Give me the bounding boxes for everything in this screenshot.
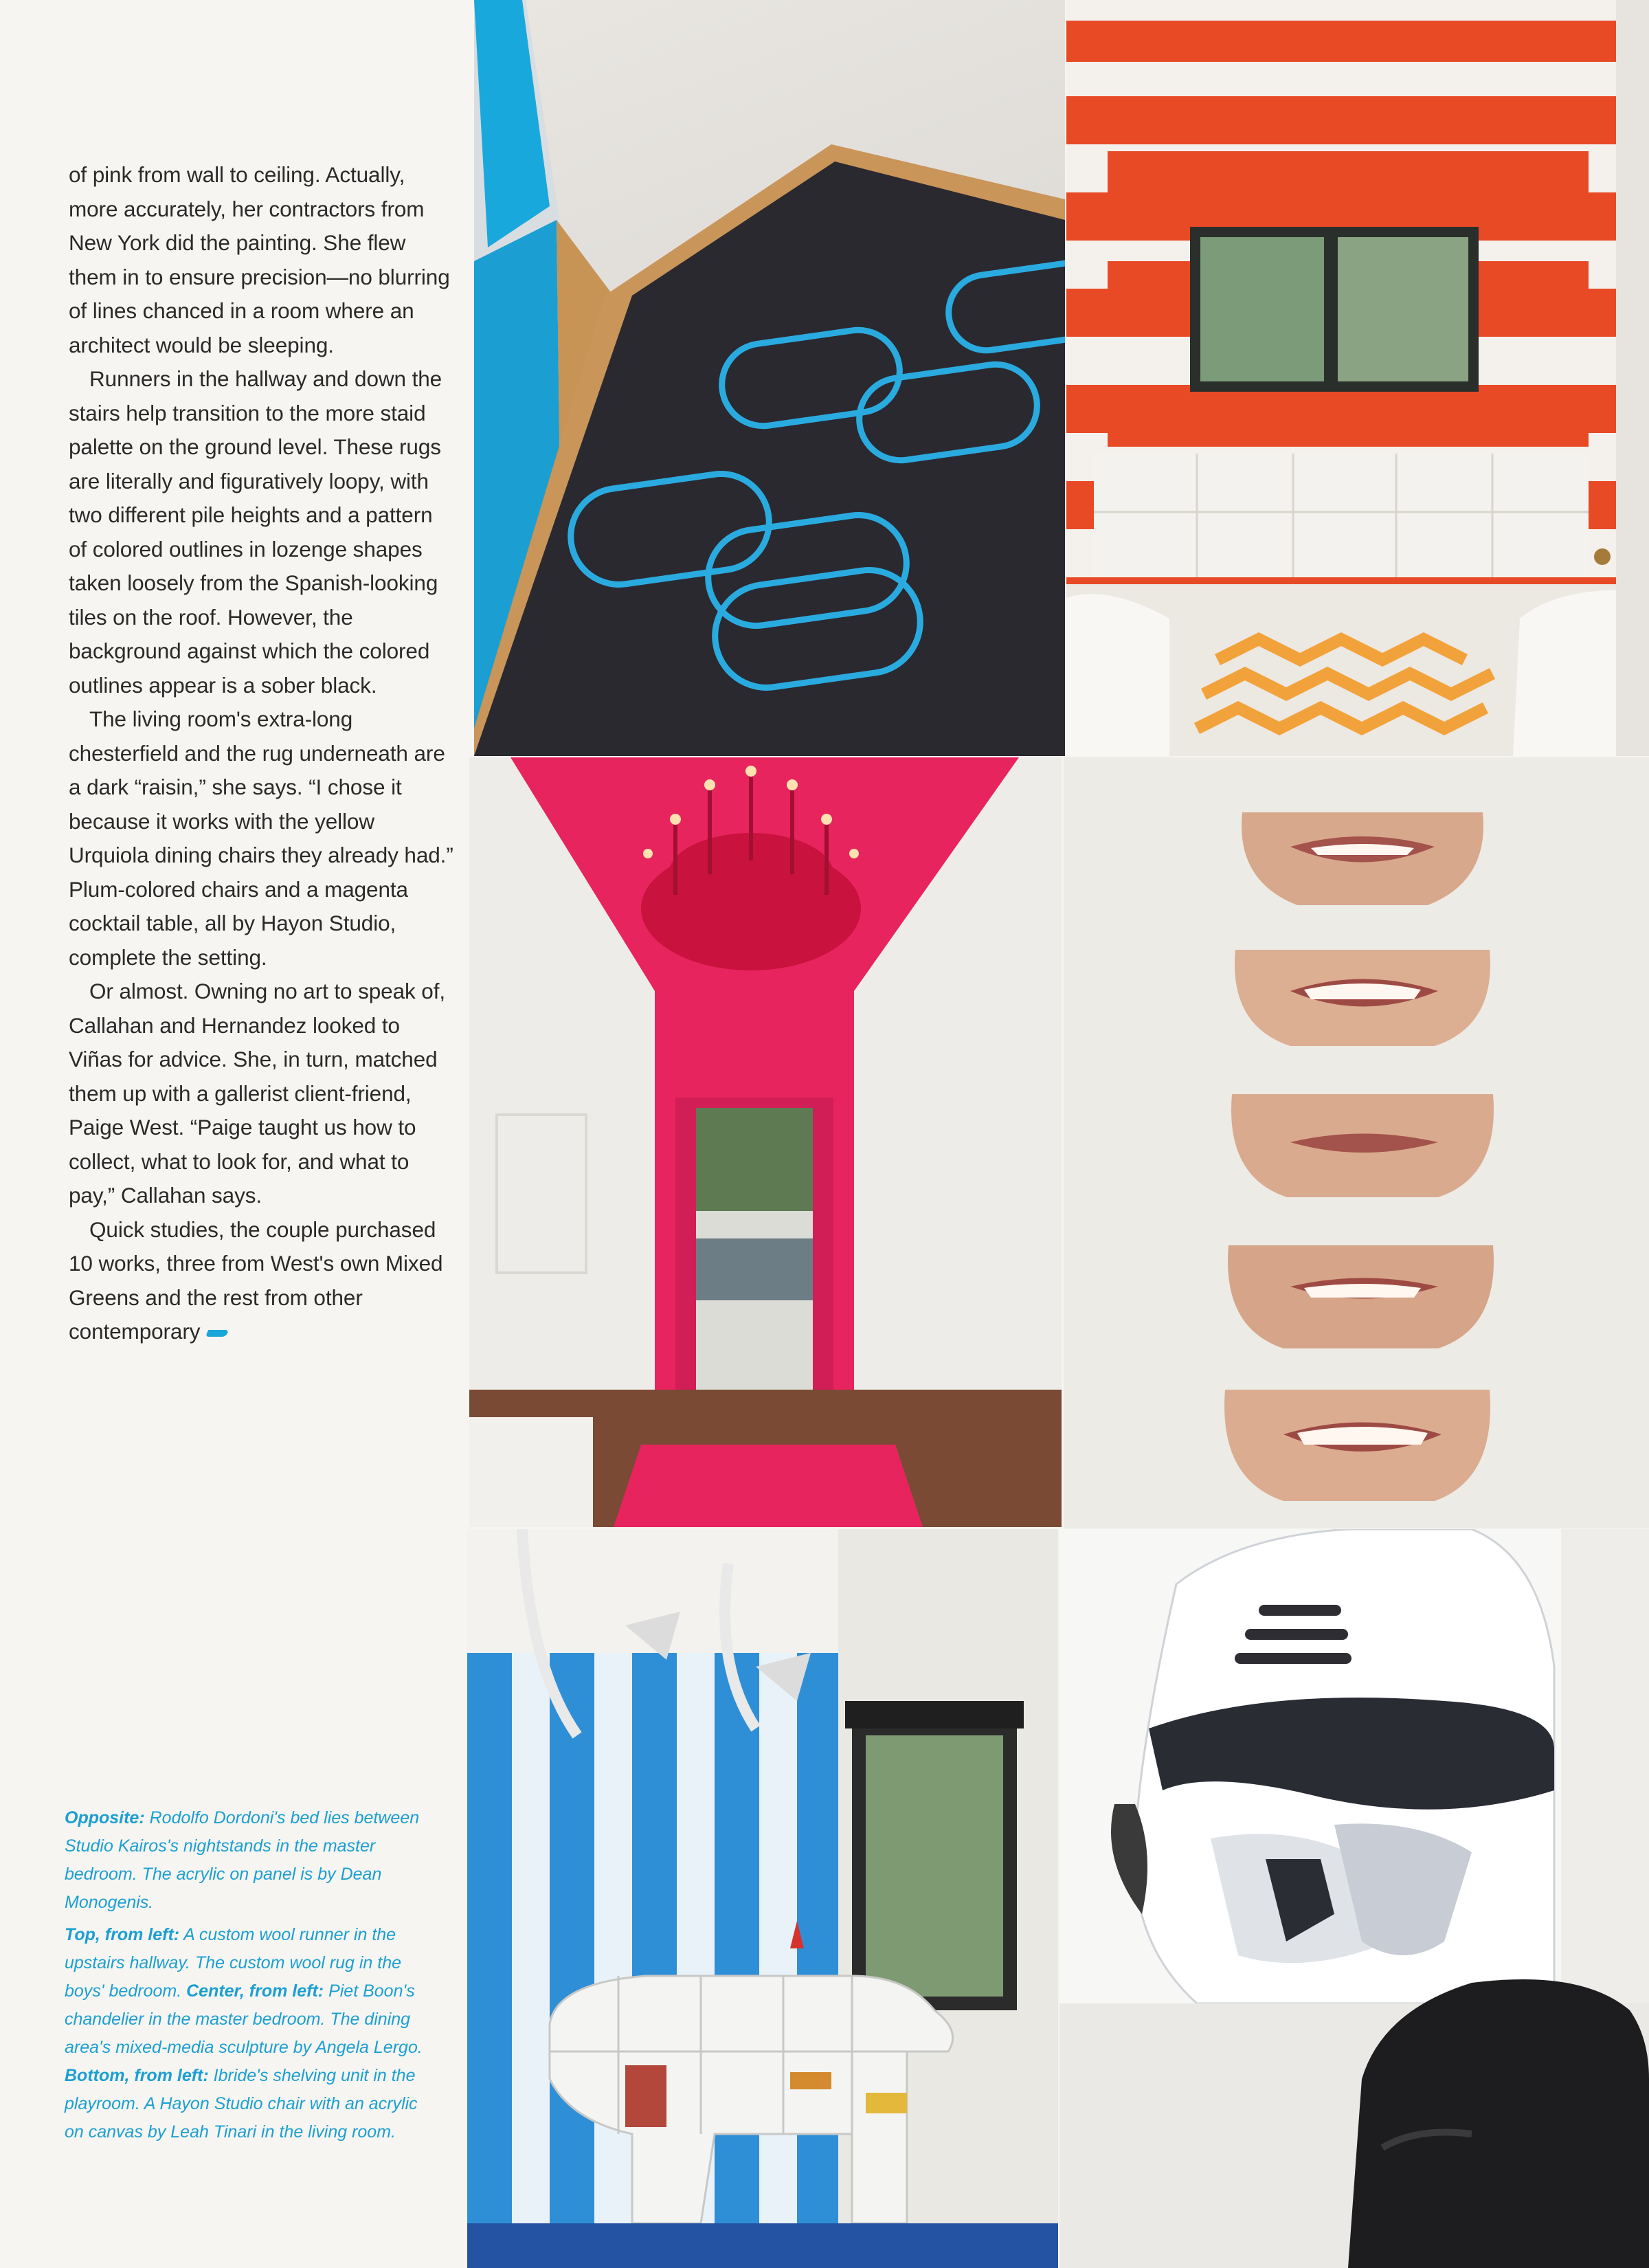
paragraph-5-text: Quick studies, the couple purchased 10 works, three from West's own Mixed Greens and the rest from other contemporary	[69, 1216, 443, 1344]
caption-bottom-label: Bottom, from left:	[65, 2066, 209, 2085]
caption-rows	[65, 1921, 429, 2146]
photo-striped-bedroom	[1066, 0, 1649, 756]
hallway-runner-illustration	[474, 0, 1065, 756]
paragraph-4: Or almost. Owning no art to speak of, Callahan and Hernandez looked to Viñas for advice. She, in turn, matched them up with a gallerist client-friend, Paige West. “Paige taught us how to collect, what to look for, and what to pay,” Callahan says.	[69, 979, 446, 1208]
photo-pink-hallway	[469, 757, 1062, 1527]
playroom-illustration	[467, 1529, 1058, 2268]
paragraph-2: Runners in the hallway and down the stairs help transition to the more staid palette on the ground level. These rugs are literally and figuratively loopy, with two different pile heights and a pattern of colored outlines in lozenge shapes taken loosely from the Spanish-looking tiles on the roof. However, the background against which the colored outlines appear is a sober black.	[69, 366, 442, 698]
photo-mouths-sculpture	[1064, 757, 1649, 1528]
caption-center-label: Center, from left:	[186, 1981, 324, 2001]
photo-hallway-runner	[474, 0, 1065, 756]
stormtrooper-illustration	[1059, 1529, 1649, 2268]
paragraph-1: of pink from wall to ceiling. Actually, more accurately, her contractors from New York did the painting. She flew them in to ensure precision—no blurring of lines chanced in a room where an architect would be sleeping.	[69, 162, 450, 357]
photo-caption	[65, 1804, 429, 2150]
photo-playroom	[467, 1529, 1058, 2268]
caption-top-label: Top, from left:	[65, 1925, 180, 1944]
mouths-sculpture-illustration	[1064, 757, 1649, 1528]
caption-center-text: Piet Boon's chandelier in the master bedroom. The dining area's mixed-media sculpture by Angela Lergo.	[65, 1981, 423, 2057]
continued-icon	[205, 1330, 229, 1337]
caption-bottom-text: Ibride's shelving unit in the playroom. A Hayon Studio chair with an acrylic on canvas by Leah Tinari in the living room.	[65, 2066, 418, 2142]
pink-hallway-illustration	[469, 757, 1062, 1527]
caption-top-text: A custom wool runner in the upstairs hallway. The custom wool rug in the boys' bedroom.	[65, 1925, 402, 2001]
caption-opposite-text: Rodolfo Dordoni's bed lies between Studio Kairos's nightstands in the master bedroom. The acrylic on panel is by Dean Monogenis.	[65, 1808, 420, 1912]
article-body	[69, 158, 453, 1349]
caption-opposite-label: Opposite:	[65, 1808, 145, 1827]
paragraph-3: The living room's extra-long chesterfield and the rug underneath are a dark “raisin,” she says. “I chose it because it works with the yellow Urquiola dining chairs they already had.” Plum-colored chairs and a magenta cocktail table, all by Hayon Studio, complete the setting.	[69, 707, 453, 970]
paragraph-5	[69, 1213, 453, 1349]
caption-opposite	[65, 1804, 429, 1917]
photo-stormtrooper-painting	[1059, 1529, 1649, 2268]
striped-bedroom-illustration	[1066, 0, 1649, 756]
